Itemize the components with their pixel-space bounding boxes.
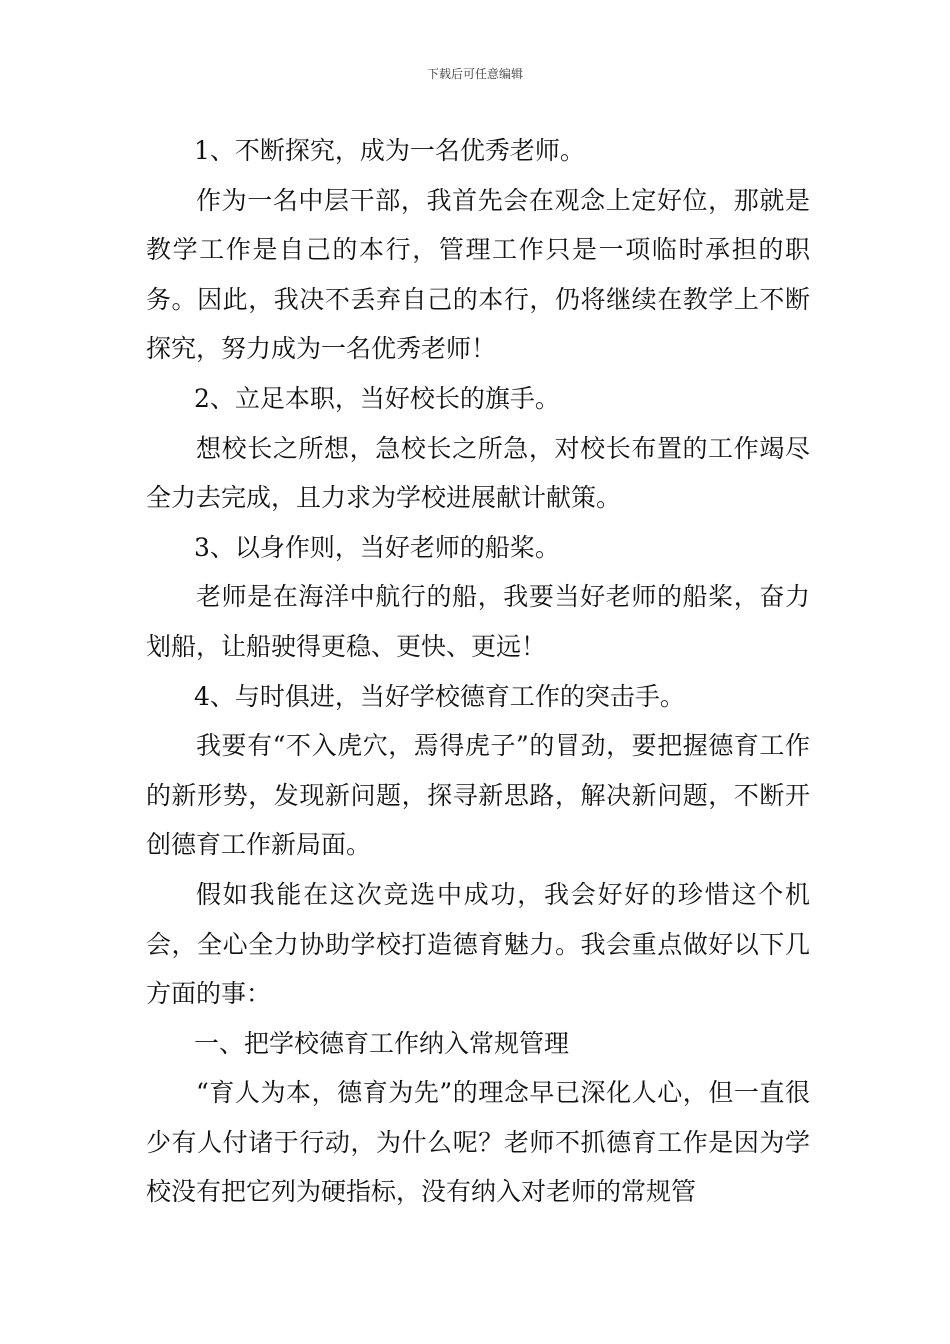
page-header-note: 下载后可任意编辑 — [426, 67, 523, 81]
paragraph: 老师是在海洋中航行的船，我要当好老师的船桨，奋力划船，让船驶得更稳、更快、更远！ — [146, 582, 810, 661]
section-heading-one: 一、把学校德育工作纳入常规管理 — [194, 1028, 570, 1058]
paragraph: 想校长之所想，急校长之所急，对校长布置的工作竭尽全力去完成，且力求为学校进展献计献策。 — [146, 433, 810, 513]
section-heading-1: 1、不断探究，成为一名优秀老师。 — [194, 136, 585, 165]
paragraph: 我要有“不入虎穴，焉得虎子”的冒劲，要把握德育工作的新形势，发现新问题，探寻新思路，解决新问题，不断开创德育工作新局面。 — [146, 731, 810, 860]
paragraph: 作为一名中层干部，我首先会在观念上定好位，那就是教学工作是自己的本行，管理工作只是一项临时承担的职务。因此，我决不丢弃自己的本行，仍将继续在教学上不断探究，努力成为一名优秀老师！ — [146, 185, 810, 364]
paragraph: “育人为本，德育为先”的理念早已深化人心，但一直很少有人付诸于行动，为什么呢？老师不抓德育工作是因为学校没有把它列为硬指标，没有纳入对老师的常规管 — [146, 1078, 810, 1207]
document-body — [146, 126, 810, 1217]
section-heading-4: 4、与时俱进，当好学校德育工作的突击手。 — [194, 681, 685, 711]
section-heading-2: 2、立足本职，当好校长的旗手。 — [194, 383, 560, 413]
section-heading-3: 3、以身作则，当好老师的船桨。 — [194, 532, 560, 562]
paragraph: 假如我能在这次竞选中成功，我会好好的珍惜这个机会，全心全力协助学校打造德育魅力。我会重点做好以下几方面的事： — [146, 879, 810, 1009]
